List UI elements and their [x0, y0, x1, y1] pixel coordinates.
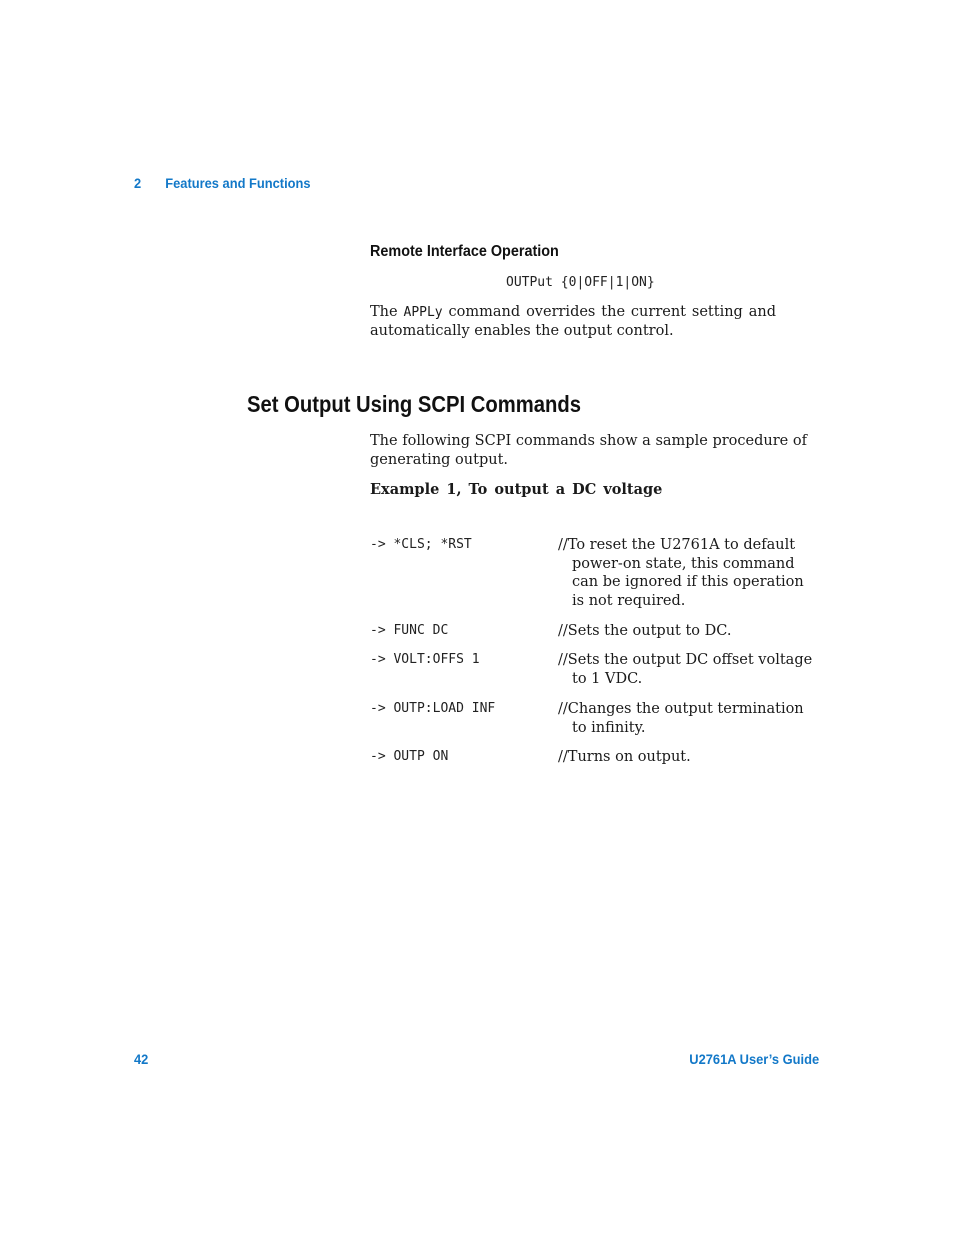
scpi-command: -> FUNC DC — [370, 623, 449, 638]
apply-command-code: APPLy — [403, 305, 443, 320]
page-number: 42 — [134, 1051, 149, 1067]
comment-line: to infinity. — [572, 719, 646, 736]
comment-line: //Turns on output. — [558, 749, 691, 765]
scpi-command: -> OUTP:LOAD INF — [370, 701, 496, 716]
comment-line: to 1 VDC. — [572, 670, 643, 687]
chapter-title: Features and Functions — [165, 175, 311, 191]
scpi-command: -> OUTP ON — [370, 749, 449, 764]
comment-line: //Sets the output to DC. — [558, 623, 732, 639]
comment-line: //Sets the output DC offset voltage — [558, 652, 813, 668]
output-syntax: OUTPut {0|OFF|1|ON} — [506, 275, 655, 290]
comment-line: can be ignored if this operation — [572, 574, 804, 590]
command-comment — [558, 536, 813, 610]
chapter-number: 2 — [134, 175, 142, 191]
command-comment — [558, 651, 813, 688]
apply-paragraph — [370, 303, 776, 341]
comment-line: is not required. — [572, 592, 686, 609]
running-header — [134, 175, 311, 191]
scpi-command: -> *CLS; *RST — [370, 537, 472, 552]
comment-line: power-on state, this command — [572, 555, 795, 572]
section-title: Set Output Using SCPI Commands — [247, 391, 581, 417]
remote-interface-heading: Remote Interface Operation — [370, 243, 559, 260]
apply-paragraph-text-start: The — [370, 304, 404, 320]
command-comment — [558, 622, 813, 641]
comment-line: //To reset the U2761A to default — [558, 537, 796, 553]
section-intro: The following SCPI commands show a sample procedure of generating output. — [370, 433, 807, 468]
command-comment — [558, 700, 813, 737]
command-comment — [558, 748, 813, 767]
apply-paragraph-text-end: command overrides the current setting and automatically enables the output control. — [370, 304, 777, 339]
scpi-command: -> VOLT:OFFS 1 — [370, 652, 480, 667]
comment-line: //Changes the output termination — [558, 701, 804, 717]
example-title: Example 1, To output a DC voltage — [370, 481, 663, 498]
guide-title: U2761A User’s Guide — [689, 1051, 819, 1067]
